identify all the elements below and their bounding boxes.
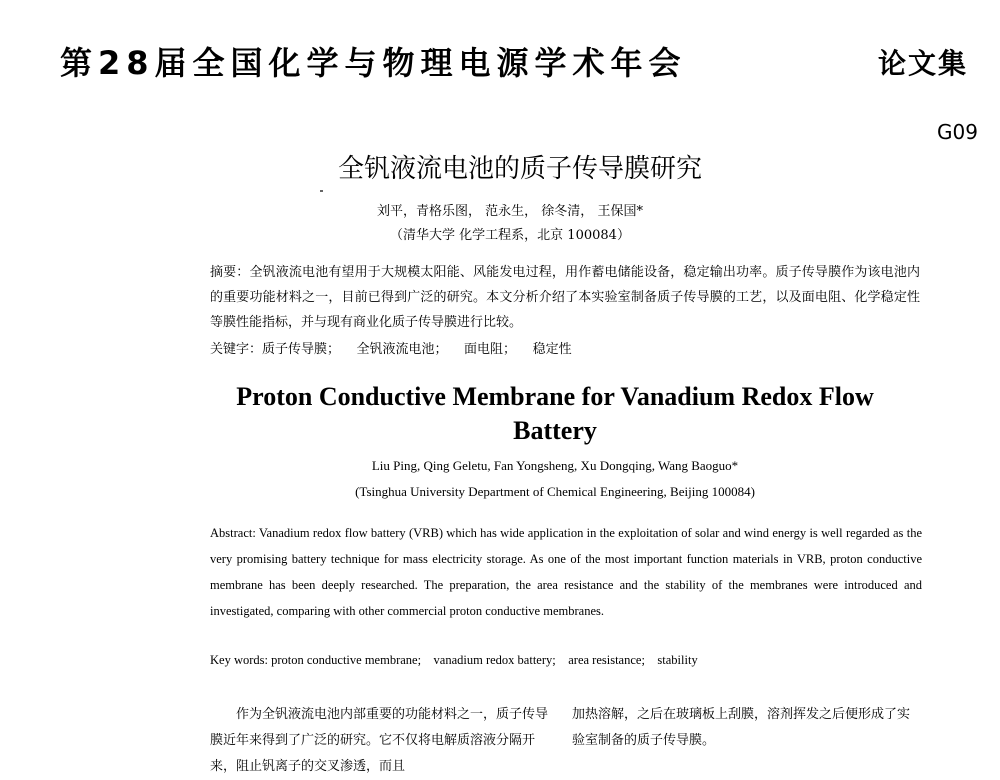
- english-affiliation: (Tsinghua University Department of Chemical Engineering, Beijing 100084): [355, 484, 755, 499]
- chinese-keywords: 关键字：质子传导膜； 全钒液流电池； 面电阻； 稳定性: [210, 342, 572, 357]
- chinese-affiliation: （清华大学 化学工程系，北京 100084）: [390, 228, 630, 243]
- body-text-right-column: 加热溶解，之后在玻璃板上刮膜，溶剂挥发之后便形成了实验室制备的质子传导膜。: [572, 707, 911, 748]
- chinese-authors: 刘平，青格乐图， 范永生， 徐冬清， 王保国*: [377, 204, 643, 219]
- conference-header: 第28届全国化学与物理电源学术年会: [60, 44, 687, 82]
- paper-code: G09: [937, 120, 978, 144]
- body-text-left-column: 作为全钒液流电池内部重要的功能材料之一，质子传导膜近年来得到了广泛的研究。它不仅将电解质溶液分隔开来，阻止钒离子的交叉渗透，而且: [210, 707, 549, 774]
- chinese-title: 全钒液流电池的质子传导膜研究: [337, 154, 702, 184]
- english-keywords: Key words: proton conductive membrane; vanadium redox battery; area resistance; stability: [210, 653, 698, 667]
- english-abstract: Abstract: Vanadium redox flow battery (VRB) which has wide application in the exploitation of solar and wind energy is well regarded as the very promising battery technique for mass electricity storage. As one of the most important function materials in VRB, proton conductive membrane has been deeply researched. The preparation, the area resistance and the stability of the membranes were introduced and investigated, comparing with other commercial proton conductive membranes.: [210, 526, 922, 618]
- proceedings-label: 论文集: [877, 47, 968, 80]
- chinese-abstract: 摘要：全钒液流电池有望用于大规模太阳能、风能发电过程，用作蓄电储能设备，稳定输出功率。质子传导膜作为该电池内的重要功能材料之一，目前已得到广泛的研究。本文分析介绍了本实验室制备质子传导膜的工艺，以及面电阻、化学稳定性等膜性能指标，并与现有商业化质子传导膜进行比较。: [210, 265, 920, 330]
- english-authors: Liu Ping, Qing Geletu, Fan Yongsheng, Xu Dongqing, Wang Baoguo*: [371, 458, 739, 473]
- english-title: Proton Conductive Membrane for Vanadium Redox Flow Battery: [236, 382, 874, 445]
- scan-speck: [320, 190, 323, 192]
